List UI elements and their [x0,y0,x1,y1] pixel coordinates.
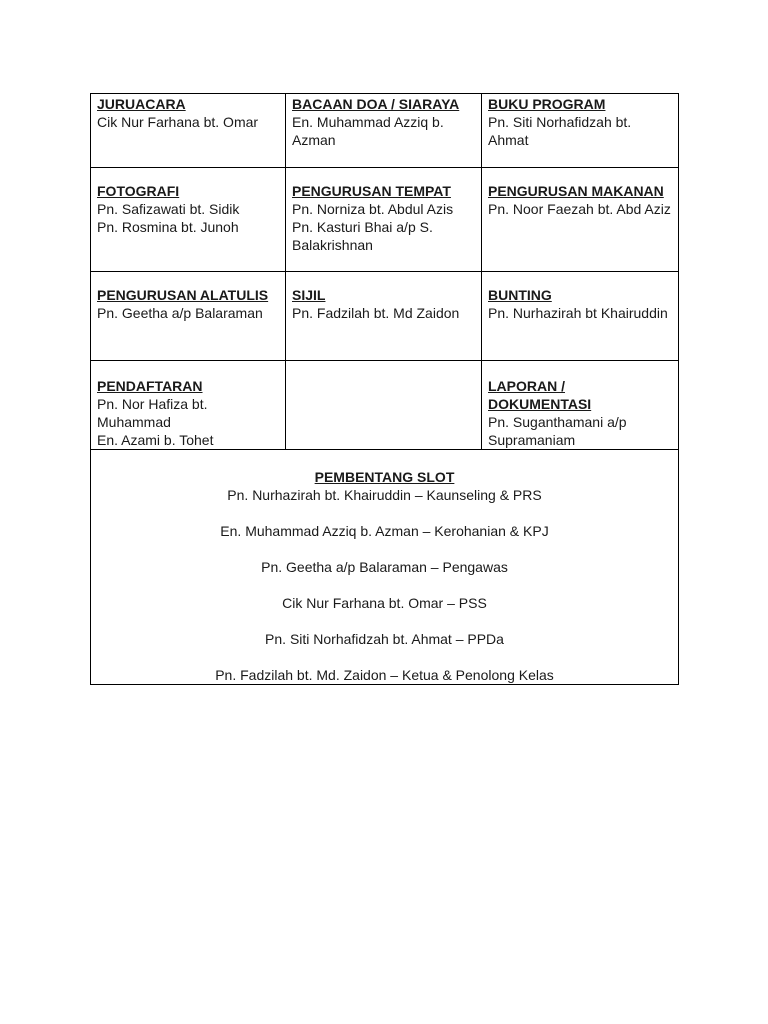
role-title: BUNTING [488,287,552,303]
person-name: Cik Nur Farhana bt. Omar [97,114,259,130]
table-cell [91,272,286,361]
role-title: LAPORAN / DOKUMENTASI [488,378,592,412]
person-name: Pn. Fadzilah bt. Md Zaidon [292,305,460,321]
person-name: Pn. Nurhazirah bt Khairuddin [488,305,668,321]
person-name: En. Muhammad Azziq b. Azman [292,114,444,148]
table-cell [482,272,679,361]
table-cell [286,94,482,168]
slot-line: Cik Nur Farhana bt. Omar – PSS [282,595,487,611]
role-title: PENGURUSAN ALATULIS [97,287,269,303]
table-cell [482,168,679,272]
table-row [91,94,679,168]
person-name: Pn. Safizawati bt. Sidik [97,201,240,217]
role-title: PENDAFTARAN [97,378,203,394]
slot-title: PEMBENTANG SLOT [314,469,455,485]
table-row [91,272,679,361]
person-name: Pn. Siti Norhafidzah bt. Ahmat [488,114,632,148]
person-name: Pn. Geetha a/p Balaraman [97,305,263,321]
table-cell [286,168,482,272]
role-title: BACAAN DOA / SIARAYA [292,96,460,112]
empty-cell [286,361,482,450]
slot-presenters-cell [91,450,679,685]
table-row [91,450,679,685]
role-title: BUKU PROGRAM [488,96,606,112]
table-row [91,168,679,272]
person-name: Pn. Rosmina bt. Junoh [97,219,239,235]
slot-line: Pn. Siti Norhafidzah bt. Ahmat – PPDa [265,631,504,647]
table-cell [91,168,286,272]
role-title: SIJIL [292,287,326,303]
committee-table [90,93,679,685]
person-name: Pn. Norniza bt. Abdul Azis [292,201,454,217]
slot-line: Pn. Fadzilah bt. Md. Zaidon – Ketua & Penolong Kelas [215,667,554,683]
slot-line: En. Muhammad Azziq b. Azman – Kerohanian & KPJ [220,523,549,539]
table-cell [91,94,286,168]
person-name: Pn. Nor Hafiza bt. Muhammad [97,396,208,430]
slot-line: Pn. Geetha a/p Balaraman – Pengawas [261,559,508,575]
table-cell [482,361,679,450]
person-name: Pn. Suganthamani a/p Supramaniam [488,414,627,448]
role-title: PENGURUSAN MAKANAN [488,183,664,199]
role-title: PENGURUSAN TEMPAT [292,183,451,199]
person-name: Pn. Kasturi Bhai a/p S. Balakrishnan [292,219,433,253]
table-cell [91,361,286,450]
slot-line: Pn. Nurhazirah bt. Khairuddin – Kaunseling & PRS [227,487,542,503]
table-cell [286,272,482,361]
person-name: En. Azami b. Tohet [97,432,214,448]
person-name: Pn. Noor Faezah bt. Abd Aziz [488,201,671,217]
table-cell [482,94,679,168]
role-title: JURUACARA [97,96,186,112]
table-row [91,361,679,450]
role-title: FOTOGRAFI [97,183,180,199]
